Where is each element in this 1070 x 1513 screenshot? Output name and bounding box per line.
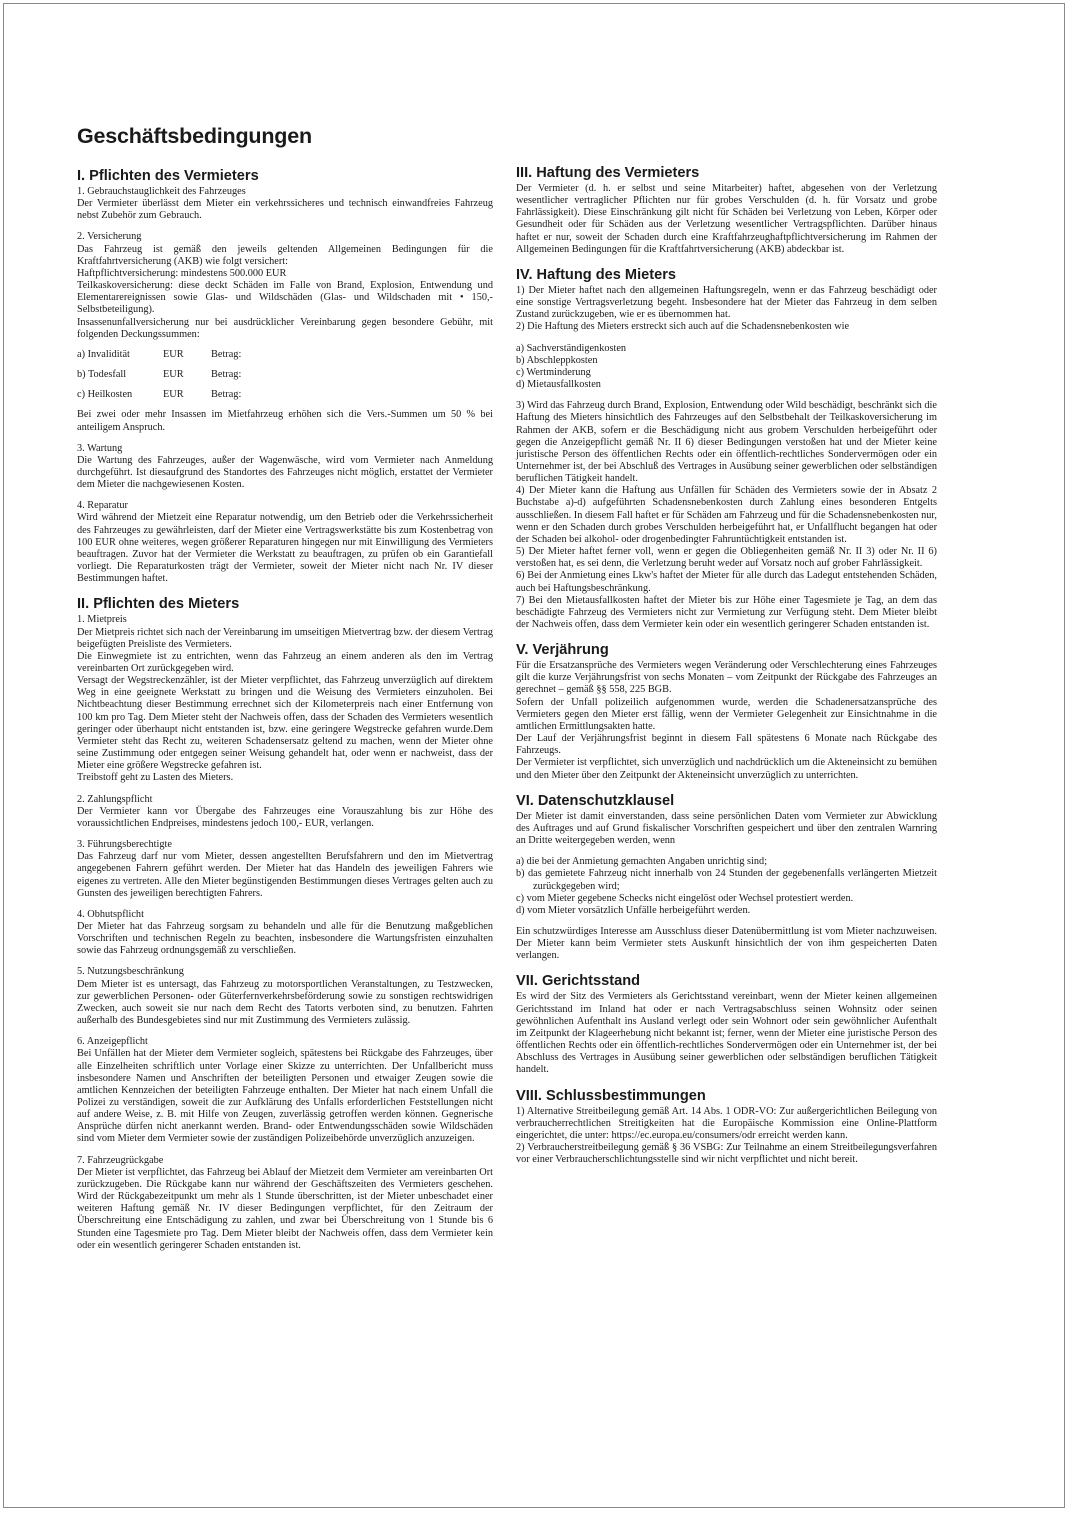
clause-text: 2) Die Haftung des Mieters erstreckt sich auch auf die Schadensnebenkosten wie (516, 321, 850, 333)
clause-text: Der Vermieter (d. h. er selbst und seine Mitarbeiter) haftet, abgesehen von der Verletzung wesentlicher vertraglicher Pflichten nur für grobes Verschulden (d. h. für Vorsatz und grobe Fahrlässigkeit). Diese Einschränkung gilt nicht für Schäden bei Verletzung von Leben, Körper oder Gesundheit oder für Schäden aus der Verletzung wesentlicher Vertragspflichten. Darüber hinaus haftet er nur, soweit der Schaden durch eine Kraftfahrzeughaftpflichtversicherung im Rahmen der Allgemeinen Bedingungen für die Kraftfahrtversicherung (AKB) abdeckbar ist. (516, 183, 937, 255)
coverage-row (77, 369, 493, 381)
clause-text: Treibstoff geht zu Lasten des Mieters. (77, 772, 234, 784)
clause-wartung (77, 443, 493, 492)
section-heading: I. Pflichten des Vermieters (77, 168, 259, 184)
coverage-label: a) Invalidität (77, 348, 130, 360)
clause-text: Das Fahrzeug ist gemäß den jeweils geltenden Allgemeinen Bedingungen für die Kraftfahrtversicherung (AKB) wie folgt versichert: (77, 243, 493, 267)
clause-text: 7) Bei den Mietausfallkosten haftet der Mieter bis zur Höhe einer Tagesmiete je Tag, an dem das beschädigte Fahrzeug des Vermieters nicht zur Vermietung zur Verfügung steht. Dem Mieter bleibt der Nachweis offen, dass dem Vermieter kein oder ein wesentlich geringerer Schaden entstanden ist. (516, 594, 937, 630)
clause-text: Der Mieter hat das Fahrzeug sorgsam zu behandeln und alle für die Benutzung maßgeblichen Vorschriften und technischen Regeln zu beachten, insbesondere die Wartungsfristen einzuhalten sowie das Fahrzeug ordnungsgemäß zu verschließen. (77, 920, 493, 957)
clause-text: Dem Mieter ist es untersagt, das Fahrzeug zu motorsportlichen Veranstaltungen, zu Testzwecken, zur gewerblichen Personen- oder Güterfernverkehrsbeförderung sowie zu sonstigen rechtswidrigen Zwecken, auch soweit sie nur nach dem Recht des Tatorts verboten sind, zu benutzen. Fahrten außerhalb des Bundesgebietes sind nur mit Zustimmung des Vermieters zulässig. (77, 978, 493, 1027)
clause-title: 1. Mietpreis (77, 614, 127, 626)
clause-text: Die Wartung des Fahrzeuges, außer der Wagenwäsche, wird vom Vermieter nach Anmeldung durchgeführt. Ist diesaufgrund des Standortes des Fahrzeuges nicht möglich, erstattet der Vermieter dem Mieter die nachgewiesenen Kosten. (77, 454, 493, 491)
list-item: d) vom Mieter vorsätzlich Unfälle herbeigeführt werden. (516, 904, 751, 916)
section-haftung-vermieter (516, 165, 937, 256)
section-haftung-mieter (516, 267, 937, 631)
list-item: b) Abschleppkosten (516, 354, 598, 366)
clause-text: Der Lauf der Verjährungsfrist beginnt in diesem Fall spätestens 6 Monate nach Rückgabe des Fahrzeugs. (516, 733, 937, 757)
condition-list (516, 856, 937, 917)
section-schlussbestimmungen (516, 1088, 937, 1167)
clause-text: Haftpflichtversicherung: mindestens 500.000 EUR (77, 267, 287, 279)
section-heading: VI. Datenschutzklausel (516, 792, 675, 809)
clause-text: 5) Der Mieter haftet ferner voll, wenn er gegen die Obliegenheiten gemäß Nr. II 3) oder Nr. II 6) verstoßen hat, es sei denn, die Verletzung beruht weder auf Vorsatz noch auf grober Fahrlässigkeit. (516, 546, 937, 570)
clause-text: Der Mieter ist damit einverstanden, dass seine persönlichen Daten vom Vermieter zur Abwicklung des Auftrages und auf Grund fiskalischer Vorschriften gespeichert und über den zentralen Warnring an Dritte weitergegeben werden, wenn (516, 810, 937, 847)
section-datenschutz (516, 793, 937, 963)
right-column (516, 165, 937, 1177)
clause-title: 3. Führungsberechtigte (77, 839, 172, 851)
clause-text: Der Vermieter ist verpflichtet, sich unverzüglich und nachdrücklich um die Akteneinsicht zu bemühen und den Mieter über den Zeitpunkt der Akteneinsicht unverzüglich zu unterrichten. (516, 757, 937, 781)
clause-text: 3) Wird das Fahrzeug durch Brand, Explosion, Entwendung oder Wild beschädigt, beschränkt sich die Haftung des Mieters hinsichtlich des Fahrzeuges auf den Selbstbehalt der Teilkaskoversicherung im Rahmen der AKB, sofern er die Beschädigung nicht aus grobem Verschulden herbeigeführt oder gegen die Anzeigepflicht gemäß Nr. II 6) dieser Bedingungen verstoßen hat und der Mieter keine juristische Person des öffentlichen Rechts oder ein öffentlich-rechtliches Sondervermögen oder ein Unternehmer ist, der bei Abschluß des Vertrages in Ausübung seiner gewerblichen oder selbständigen beruflichen Tätigkeit handelt. (516, 400, 937, 485)
clause-obhutspflicht (77, 909, 493, 958)
coverage-amount: Betrag: (211, 389, 242, 401)
document-title: Geschäftsbedingungen (77, 124, 312, 148)
coverage-currency: EUR (163, 389, 184, 401)
clause-title: 4. Obhutspflicht (77, 908, 144, 920)
list-item: a) Sachverständigenkosten (516, 342, 627, 354)
list-item: a) die bei der Anmietung gemachten Angaben unrichtig sind; (516, 856, 768, 868)
section-heading: VIII. Schlussbestimmungen (516, 1087, 706, 1104)
section-heading: II. Pflichten des Mieters (77, 596, 240, 613)
section-mieter-pflichten (77, 596, 493, 1252)
section-vermieter-pflichten (77, 168, 493, 585)
coverage-amount: Betrag: (211, 348, 242, 360)
clause-text: 4) Der Mieter kann die Haftung aus Unfällen für Schäden des Vermieters sowie der in Absatz 2 Buchstabe a)-d) aufgeführten Schadensnebenkosten durch Zahlung eines besonderen Entgelts ausschließen. In diesem Fall haftet er für Schäden am Fahrzeug und für die Schadensnebenkosten nur, wenn er den Schaden durch grobes Verschulden herbeigeführt hat, er Unfallflucht begangen hat oder der Schaden bei alkohol- oder drogenbedingter Fahruntüchtigkeit entstanden ist. (516, 485, 937, 545)
clause-text: Insassenunfallversicherung nur bei ausdrücklicher Vereinbarung gegen besondere Gebühr, mit folgenden Deckungssummen: (77, 316, 493, 340)
clause-text: Der Mietpreis richtet sich nach der Vereinbarung im umseitigen Mietvertrag bzw. der diesem Vertrag beigefügten Preisliste des Vermieters. (77, 626, 493, 650)
clause-versicherung (77, 231, 493, 433)
section-heading: VII. Gerichtsstand (516, 973, 641, 990)
coverage-label: c) Heilkosten (77, 389, 133, 401)
section-heading: III. Haftung des Vermieters (516, 165, 700, 181)
clause-title: 2. Versicherung (77, 231, 142, 243)
left-column (77, 168, 493, 1263)
list-item: d) Mietausfallkosten (516, 379, 601, 391)
section-heading: IV. Haftung des Mieters (516, 266, 677, 283)
clause-text: Teilkaskoversicherung: diese deckt Schäden im Falle von Brand, Explosion, Entwendung und Elementarereignissen sowie Glas- und Wildschäden (Glas- und Wildschaden mit • 150,- Selbstbeteiligung). (77, 280, 493, 316)
list-item: b) das gemietete Fahrzeug nicht innerhalb von 24 Stunden der gegebenenfalls verlängerten Mietzeit zurückgegeben wird; (516, 868, 937, 892)
clause-text: Bei zwei oder mehr Insassen im Mietfahrzeug erhöhen sich die Vers.-Summen um 50 % bei anteiligem Anspruch. (77, 409, 493, 433)
clause-title: 4. Reparatur (77, 500, 128, 512)
clause-text: 1) Der Mieter haftet nach den allgemeinen Haftungsregeln, wenn er das Fahrzeug beschädigt oder eine sonstige Vertragsverletzung begeht. Insbesondere hat der Mieter das Fahrzeug in dem selben Zustand zurückzugeben, wie er es übernommen hat. (516, 284, 937, 321)
clause-text: Das Fahrzeug darf nur vom Mieter, dessen angestellten Berufsfahrern und den im Mietvertrag angegebenen Fahrern geführt werden. Der Mieter hat das Handeln des jeweiligen Fahrers wie eigenes zu vertreten. Alle den Mieter begünstigenden Bestimmungen dieses Vertrages gelten auch zu Gunsten des jeweiligen berechtigten Fahrers. (77, 851, 493, 899)
clause-text: Sofern der Unfall polizeilich aufgenommen wurde, werden die Schadenersatzansprüche des Vermieters gegen den Mieter erst fällig, wenn der Vermieter Gelegenheit zur Einsichtnahme in die amtlichen Ermittlungsakten hatte. (516, 696, 937, 732)
section-heading: V. Verjährung (516, 642, 609, 659)
clause-title: 6. Anzeigepflicht (77, 1036, 148, 1048)
section-verjaehrung (516, 642, 937, 782)
clause-title: 5. Nutzungsbeschränkung (77, 966, 184, 978)
coverage-row (77, 349, 493, 361)
clause-title: 7. Fahrzeugrückgabe (77, 1154, 164, 1166)
coverage-label: b) Todesfall (77, 369, 127, 381)
clause-fahrzeugrueckgabe (77, 1155, 493, 1252)
clause-title: 2. Zahlungspflicht (77, 793, 153, 805)
clause-zahlungspflicht (77, 794, 493, 830)
coverage-currency: EUR (163, 369, 184, 381)
section-gerichtsstand (516, 973, 937, 1076)
clause-text: 6) Bei der Anmietung eines Lkw's haftet der Mieter für alle durch das Ladegut entstehenden Schäden, auch bei Haftungsbeschränkung. (516, 570, 937, 594)
clause-anzeigepflicht (77, 1036, 493, 1145)
clause-gebrauchstauglichkeit (77, 186, 493, 222)
clause-text: Der Mieter ist verpflichtet, das Fahrzeug bei Ablauf der Mietzeit dem Vermieter am vereinbarten Ort zurückzugeben. Die Rückgabe kann nur während der Geschäftszeiten des Vermieters geschehen. Wird der Rückgabezeitpunkt um mehr als 1 Stunde überschritten, ist der Mieter unbeschadet einer weiteren Haftung gemäß Nr. IV dieser Bedingungen verpflichtet, für den Zeitraum der Überschreitung eine Entschädigung zu zahlen, und zwar bei Überschreitung von 1 Stunde bis 6 Stunden eine Tagesmiete pro Tag. Dem Mieter bleibt der Nachweis offen, dass dem Vermieter kein oder ein wesentlich geringerer Schaden entstanden ist. (77, 1166, 493, 1251)
list-item: c) Wertminderung (516, 366, 591, 378)
clause-text: Ein schutzwürdiges Interesse am Ausschluss dieser Datenübermittlung ist vom Mieter nachzuweisen. Der Mieter kann beim Vermieter stets Auskunft hinsichtlich der von ihm gespeicherten Daten verlangen. (516, 925, 937, 962)
clause-title: 1. Gebrauchstauglichkeit des Fahrzeuges (77, 186, 246, 197)
cost-list (516, 343, 937, 392)
clause-text: 2) Verbraucherstreitbeilegung gemäß § 36 VSBG: Zur Teilnahme an einem Streitbeilegungsverfahren vor einer Verbraucherschlichtungsstelle sind wir nicht verpflichtet und nicht bereit. (516, 1142, 937, 1166)
clause-text: Der Vermieter überlässt dem Mieter ein verkehrssicheres und technisch einwandfreies Fahrzeug nebst Zubehör zum Gebrauch. (77, 198, 493, 222)
clause-reparatur (77, 500, 493, 585)
coverage-amount: Betrag: (211, 369, 242, 381)
clause-fuehrungsberechtigte (77, 839, 493, 900)
coverage-row (77, 389, 493, 401)
clause-text: Die Einwegmiete ist zu entrichten, wenn das Fahrzeug an einem anderen als den im Vertrag vereinbarten Ort zurückgegeben wird. (77, 650, 493, 674)
clause-text: Versagt der Wegstreckenzähler, ist der Mieter verpflichtet, das Fahrzeug unverzüglich auf direktem Weg in eine geeignete Werkstatt zu bringen und die Weisung des Vermieters einzuholen. Bei Nichtbeachtung dieser Bestimmung errechnet sich der Kilometerpreis nach einer Entfernung von 100 km pro Tag. Dem Mieter steht der Nachweis offen, dass der Schaden des Vermieters wesentlich geringer oder überhaupt nicht entstanden ist, bzw. eine geringere Wegstrecke gefahren wurde.Dem Vermieter steht das Recht zu, weiteren Schadensersatz geltend zu machen, wenn der Mieter ohne seine Zustimmung oder entgegen seiner Weisung gehandelt hat, oder wenn er nachweist, dass der Mieter eine größere Wegstrecke gefahren ist. (77, 675, 493, 772)
coverage-currency: EUR (163, 348, 184, 360)
clause-text: Es wird der Sitz des Vermieters als Gerichtsstand vereinbart, wenn der Mieter keinen allgemeinen Gerichtsstand im Inland hat oder er nach Vertragsabschluss seinen Wohnsitz oder seinen gewöhnlichen Aufenthalt ins Ausland verlegt oder sein Wohnort oder sein gewöhnlicher Aufenthalt im Zeitpunkt der Klageerhebung nicht bekannt ist; ferner, wenn der Mieter eine juristische Person des öffentlichen Rechts oder ein öffentlich-rechtliches Sondervermögen oder ein Unternehmer ist, der bei Abschluss des Vertrages in Ausübung seiner gewerblichen oder selbständigen beruflichen Tätigkeit handelt. (516, 991, 937, 1076)
clause-text: 1) Alternative Streitbeilegung gemäß Art. 14 Abs. 1 ODR-VO: Zur außergerichtlichen Beilegung von verbraucherrechtlichen Streitigkeiten hat die Europäische Kommission eine Online-Plattform eingerichtet, die unter: https://ec.europa.eu/consumers/odr erreicht werden kann. (516, 1105, 937, 1141)
clause-text: Bei Unfällen hat der Mieter dem Vermieter sogleich, spätestens bei Rückgabe des Fahrzeuges, über alle Einzelheiten schriftlich unter Vorlage einer Skizze zu unterrichten. Der Unfallbericht muss insbesondere Namen und Anschriften der beteiligten Personen und etwaiger Zeugen sowie die amtlichen Kennzeichen der beteiligten Fahrzeuge enthalten. Der Mieter hat nach einem Unfall die Polizei zu verständigen, soweit die zur Aufklärung des Unfalls erforderlichen Feststellungen nicht auf andere Weise, z. B. mit Hilfe von Zeugen, zuverlässig getroffen werden können. Gegnerische Ansprüche dürfen nicht anerkannt werden. Brand- oder Entwendungsschäden sowie Wildschäden sind vom Mieter dem Vermieter sowie der zuständigen Polizeibehörde unverzüglich anzuzeigen. (77, 1048, 493, 1145)
clause-text: Für die Ersatzansprüche des Vermieters wegen Veränderung oder Verschlechterung eines Fahrzeuges gilt die kurze Verjährungsfrist von sechs Monaten – vom Zeitpunkt der Rückgabe des Fahrzeuges an gerechnet – gemäß §§ 558, 225 BGB. (516, 660, 937, 696)
clause-title: 3. Wartung (77, 442, 123, 454)
clause-text: Wird während der Mietzeit eine Reparatur notwendig, um den Betrieb oder die Verkehrssicherheit des Fahrzeuges zu gewährleisten, darf der Mieter eine Vertragswerkstätte bis zum Kostenbetrag von 100 EUR ohne weiteres, wegen größerer Reparaturen hingegen nur mit Einwilligung des Vermieters beauftragen. Zuvor hat der Vermieter die Werkstatt zu beauftragen, zu prüfen ob ein Garantiefall vorliegt. Die Reparaturkosten trägt der Vermieter, soweit der Mieter nicht nach Nr. IV dieser Bestimmungen haftet. (77, 512, 493, 585)
clause-text: Der Vermieter kann vor Übergabe des Fahrzeuges eine Vorauszahlung bis zur Höhe des voraussichtlichen Endpreises, mindestens jedoch 100,- EUR, verlangen. (77, 805, 493, 829)
list-item: c) vom Mieter gegebene Schecks nicht eingelöst oder Wechsel protestiert werden. (516, 892, 854, 904)
clause-nutzungsbeschraenkung (77, 966, 493, 1027)
clause-mietpreis (77, 614, 493, 784)
